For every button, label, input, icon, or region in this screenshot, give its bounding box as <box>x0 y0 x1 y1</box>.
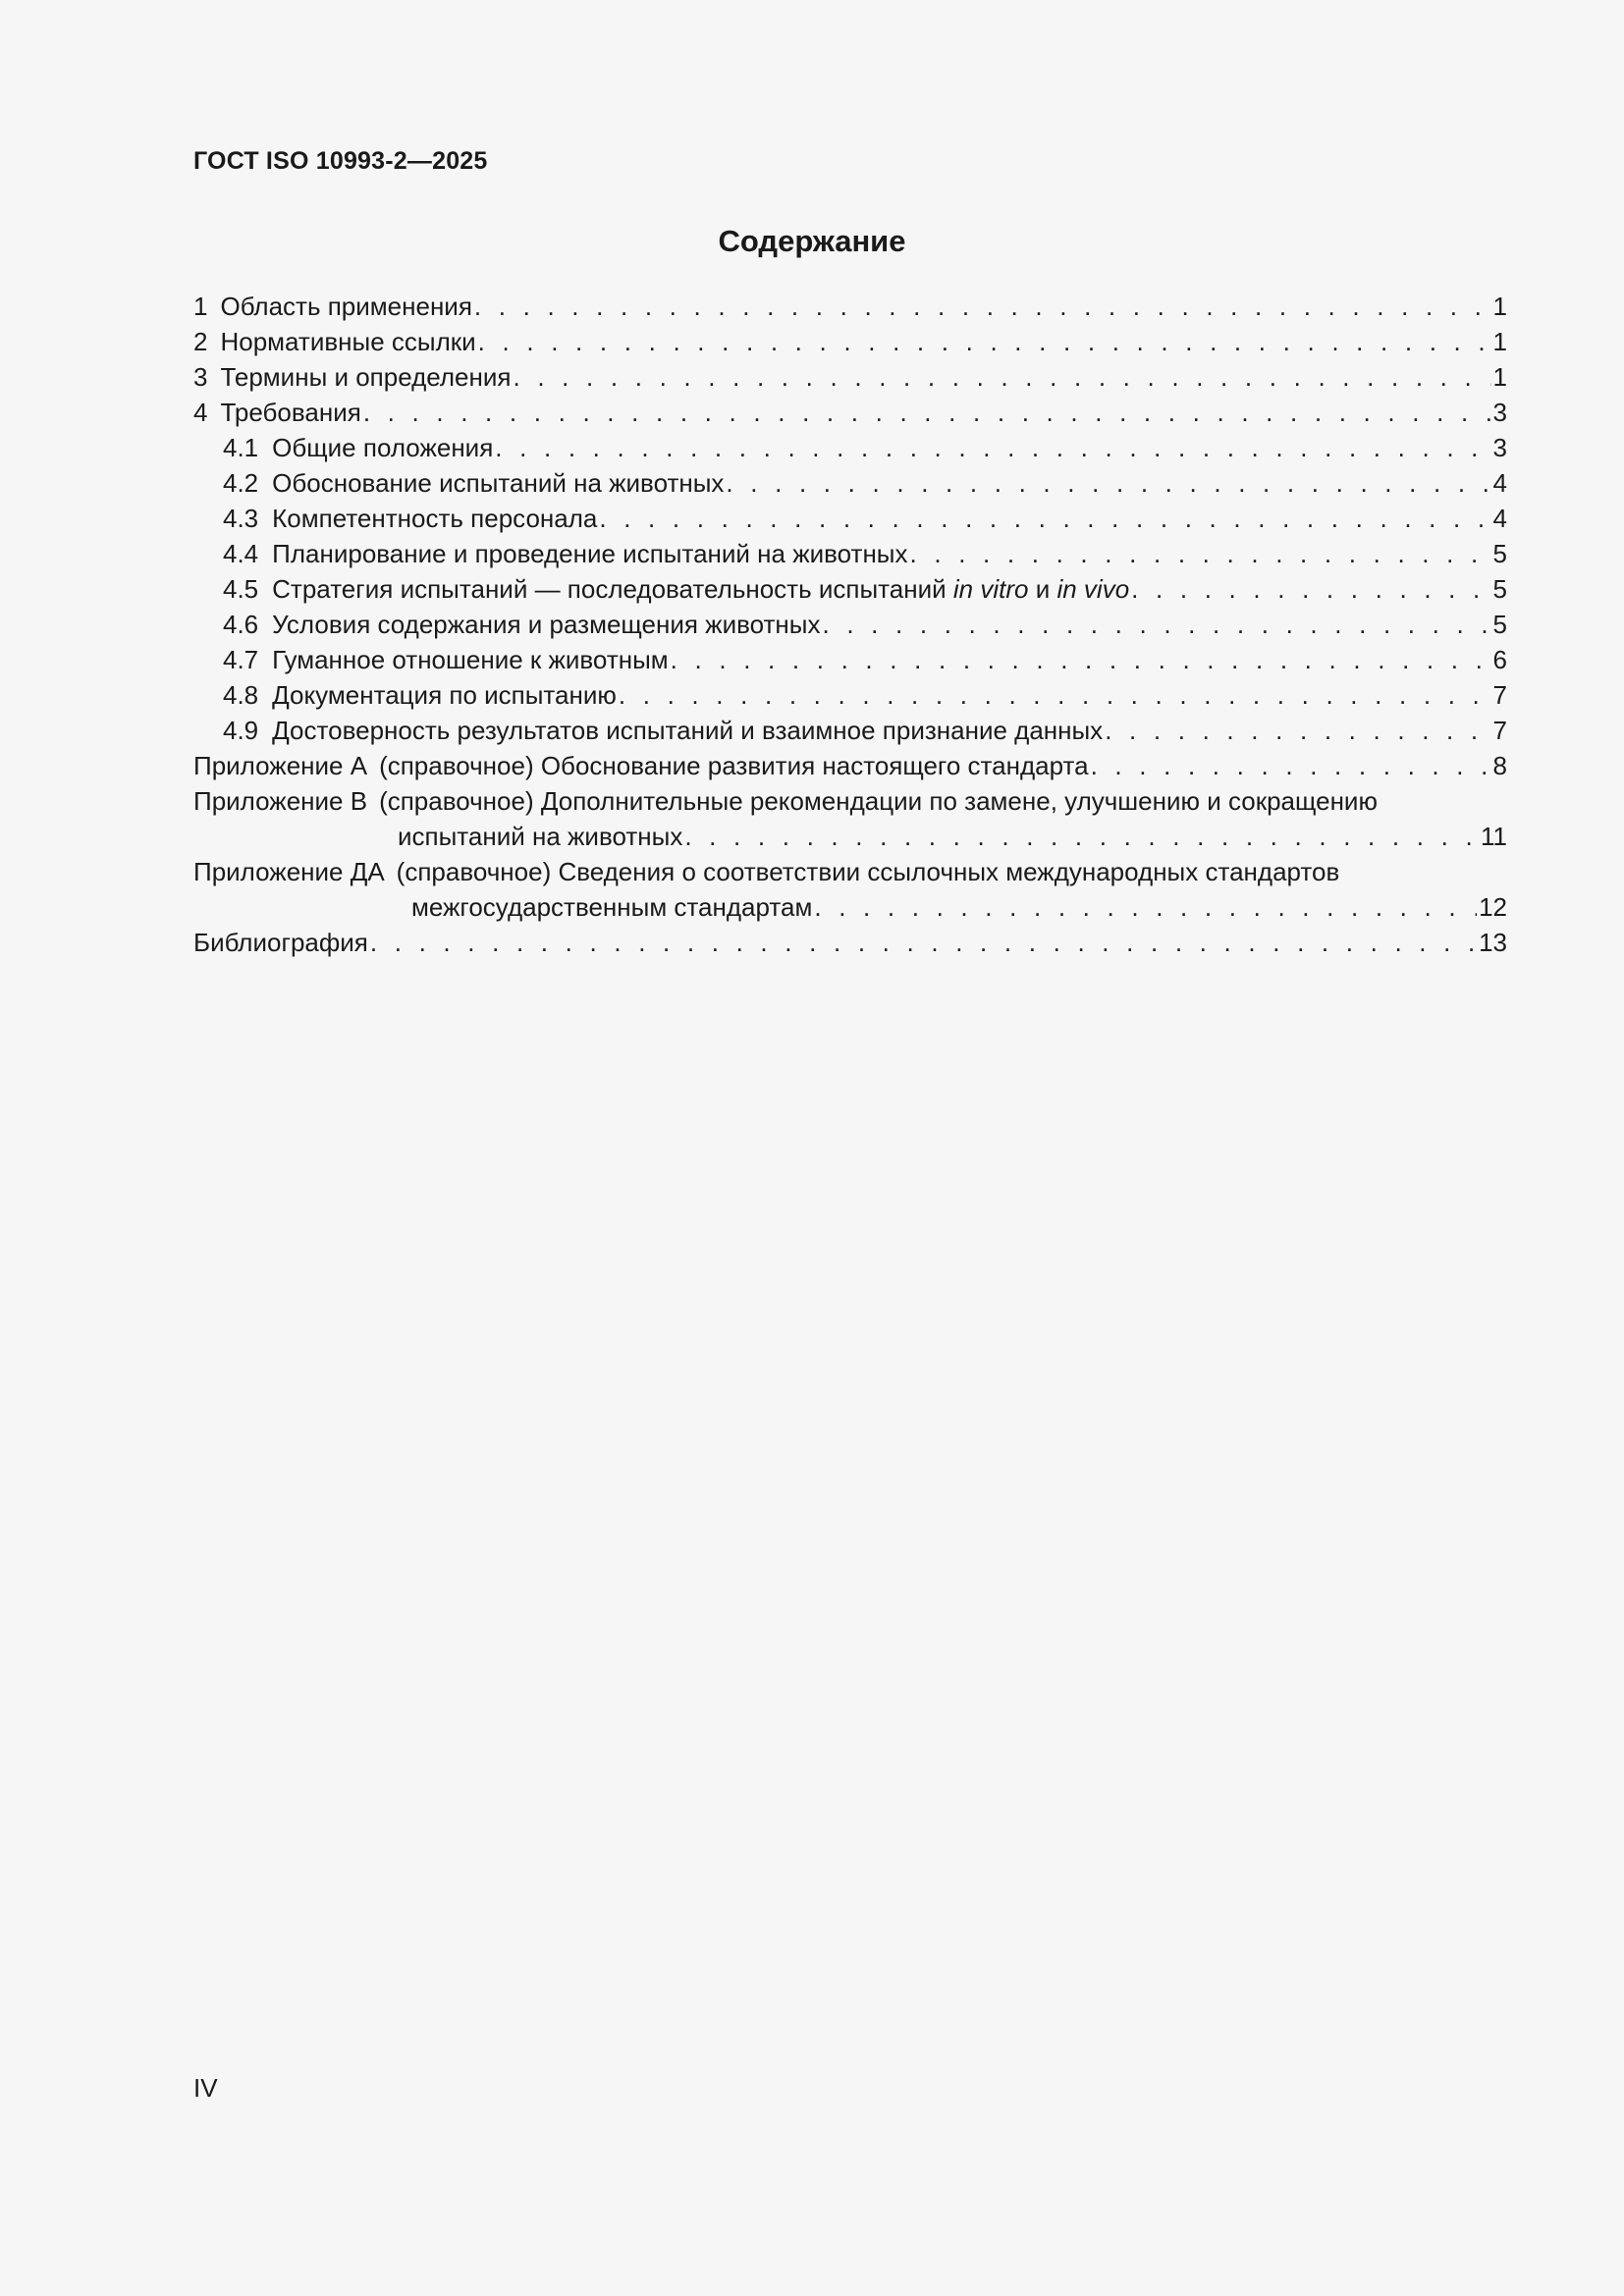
toc-leader-dots <box>619 677 1491 713</box>
toc-subentry[interactable] <box>193 571 1507 607</box>
toc-entry-label: Гуманное отношение к животным <box>272 645 669 674</box>
annex-line-1 <box>193 854 1507 889</box>
toc-entry-number: 4.6 <box>223 610 259 639</box>
toc-entry-number: 3 <box>193 362 208 392</box>
toc-entry-label: Общие положения <box>272 433 494 462</box>
annex-title-continued: межгосударственным стандартам <box>411 892 813 922</box>
toc-entry-label: Область применения <box>220 292 472 321</box>
toc-entry-number: 4.1 <box>223 433 259 462</box>
toc-entry-label: Нормативные ссылки <box>220 327 476 356</box>
toc-entry[interactable] <box>193 289 1507 324</box>
toc-subentry[interactable] <box>193 501 1507 536</box>
toc-entry-page: 5 <box>1492 574 1507 604</box>
toc-leader-dots <box>1105 713 1490 748</box>
toc-entry[interactable] <box>193 324 1507 359</box>
toc-entry-page: 13 <box>1479 928 1507 957</box>
toc-entry-number: 4.4 <box>223 539 259 568</box>
toc-leader-dots <box>495 430 1490 465</box>
toc-entry-number: 2 <box>193 327 208 356</box>
toc-leader-dots <box>822 607 1490 642</box>
annex-heading: Приложение ДА <box>193 857 385 886</box>
toc-entry-number: 4 <box>193 398 208 427</box>
annex-line-2 <box>193 889 1507 925</box>
toc-entry-page: 1 <box>1492 327 1507 356</box>
toc-leader-dots <box>1091 748 1491 783</box>
toc-entry-label-italic: in vivo <box>1056 574 1130 604</box>
annex-title: (справочное) Дополнительные рекомендации по замене, улучшению и сокращению <box>379 786 1378 816</box>
toc-subentry[interactable] <box>193 607 1507 642</box>
toc-entry-label-part: и <box>1035 574 1051 604</box>
toc-entry-label: Документация по испытанию <box>272 680 617 710</box>
toc-entry-page: 4 <box>1492 504 1507 533</box>
toc-subentry[interactable] <box>193 430 1507 465</box>
toc-subentry[interactable] <box>193 465 1507 501</box>
toc-entry-number: 4.8 <box>223 680 259 710</box>
toc-leader-dots <box>478 324 1491 359</box>
toc-leader-dots <box>513 359 1490 395</box>
toc-entry-page: 3 <box>1492 398 1507 427</box>
toc-annex-da[interactable] <box>193 854 1507 925</box>
toc-leader-dots <box>814 889 1477 925</box>
toc-entry-page: 5 <box>1492 610 1507 639</box>
toc-entry-number: 4.7 <box>223 645 259 674</box>
toc-entry-number: 4.9 <box>223 716 259 745</box>
toc-entry-number: 4.2 <box>223 468 259 498</box>
toc-subentry[interactable] <box>193 642 1507 677</box>
toc-entry-number: 4.3 <box>223 504 259 533</box>
toc-entry-page: 7 <box>1492 680 1507 710</box>
annex-title: (справочное) Сведения о соответствии ссылочных международных стандартов <box>396 857 1340 886</box>
toc-entry-number: 1 <box>193 292 208 321</box>
toc-entry-label: Требования <box>220 398 361 427</box>
toc-entry[interactable] <box>193 359 1507 395</box>
toc-leader-dots <box>684 819 1479 854</box>
toc-annex-b[interactable] <box>193 783 1507 854</box>
toc-entry-page: 4 <box>1492 468 1507 498</box>
toc-annex-a[interactable] <box>193 748 1507 783</box>
toc-entry-label: Библиография <box>193 928 368 957</box>
annex-line-1 <box>193 783 1507 819</box>
toc-leader-dots <box>726 465 1490 501</box>
toc-leader-dots <box>671 642 1491 677</box>
toc-leader-dots <box>599 501 1490 536</box>
toc-subentry[interactable] <box>193 536 1507 571</box>
toc-subentry[interactable] <box>193 677 1507 713</box>
toc-entry-page: 12 <box>1479 892 1507 922</box>
toc-bibliography[interactable] <box>193 925 1507 960</box>
annex-title-continued: испытаний на животных <box>398 822 683 851</box>
toc-entry-label: Термины и определения <box>220 362 512 392</box>
toc-entry-label-italic: in vitro <box>952 574 1029 604</box>
page-title: Содержание <box>718 224 906 258</box>
toc-entry-page: 3 <box>1492 433 1507 462</box>
toc-entry-label-part: Стратегия испытаний — последовательность испытаний <box>272 574 947 604</box>
toc-entry-label: Условия содержания и размещения животных <box>272 610 821 639</box>
toc-leader-dots <box>1131 571 1490 607</box>
toc-entry-label: Обоснование испытаний на животных <box>272 468 725 498</box>
toc-entry-number: 4.5 <box>223 574 259 604</box>
toc-entry[interactable] <box>193 395 1507 430</box>
toc-entry-page: 1 <box>1492 292 1507 321</box>
toc-leader-dots <box>910 536 1491 571</box>
toc-entry-page: 1 <box>1492 362 1507 392</box>
table-of-contents <box>193 289 1507 960</box>
toc-leader-dots <box>363 395 1491 430</box>
document-id-header: ГОСТ ISO 10993-2—2025 <box>193 147 488 175</box>
toc-leader-dots <box>474 289 1491 324</box>
toc-entry-label: Компетентность персонала <box>272 504 598 533</box>
page-number: IV <box>193 2073 218 2103</box>
annex-line-2 <box>193 819 1507 854</box>
annex-heading: Приложение А <box>193 751 368 780</box>
toc-entry-page: 8 <box>1492 751 1507 780</box>
toc-entry-label: Достоверность результатов испытаний и взаимное признание данных <box>272 716 1104 745</box>
annex-title: (справочное) Обоснование развития настоящего стандарта <box>379 751 1089 780</box>
toc-entry-label: Планирование и проведение испытаний на животных <box>272 539 908 568</box>
toc-leader-dots <box>370 925 1477 960</box>
toc-entry-page: 5 <box>1492 539 1507 568</box>
toc-subentry[interactable] <box>193 713 1507 748</box>
toc-entry-page: 7 <box>1492 716 1507 745</box>
annex-heading: Приложение В <box>193 786 368 816</box>
toc-entry-page: 11 <box>1481 822 1507 851</box>
toc-entry-label <box>272 571 1129 607</box>
toc-entry-page: 6 <box>1492 645 1507 674</box>
